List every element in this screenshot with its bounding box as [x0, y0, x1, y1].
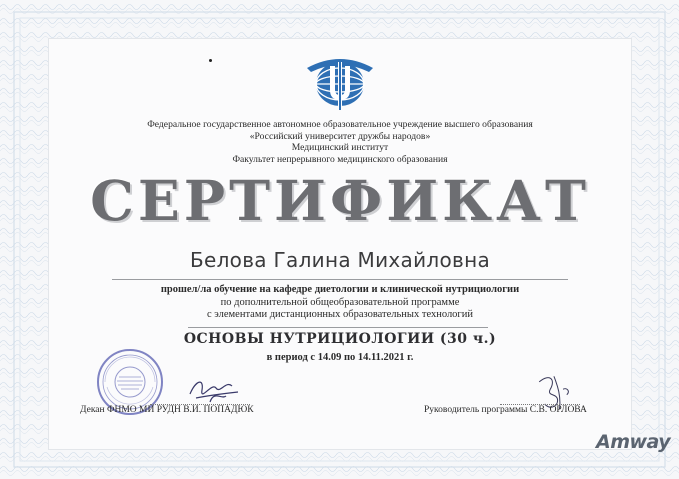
institution-line: Федеральное государственное автономное образовательное учреждение высшего образования — [147, 119, 533, 130]
institution-line: «Российский университет дружбы народов» — [249, 130, 431, 142]
description-line: с элементами дистанционных образовательных технологий — [207, 309, 473, 320]
dean-signatory: Декан ФНМО МИ РУДН В.И. ПОПАДЮК — [80, 405, 254, 415]
name-underline — [112, 279, 568, 280]
program-title: ОСНОВЫ НУТРИЦИОЛОГИИ (30 ч.) — [183, 331, 497, 347]
ink-dot — [209, 59, 212, 62]
description-line: по дополнительной общеобразовательной программе — [220, 296, 460, 308]
institution-line: Факультет непрерывного медицинского образования — [232, 153, 448, 165]
description-line: прошел/ла обучение на кафедре диетологии и клинической нутрициологии — [160, 284, 520, 295]
study-period: в период с 14.09 по 14.11.2021 г. — [266, 352, 414, 363]
institution-header — [90, 119, 590, 165]
course-description — [90, 284, 590, 322]
recipient-name: Белова Галина Михайловна — [189, 248, 491, 272]
university-emblem-icon — [303, 54, 377, 114]
program-director-signatory: Руководитель программы С.В. ОРЛОВА — [424, 405, 587, 415]
amway-logo: Amway — [596, 431, 671, 453]
institution-line: Медицинский институт — [291, 142, 389, 153]
certificate-title: СЕРТИФИКАТ — [90, 168, 590, 233]
program-top-rule — [188, 327, 488, 328]
